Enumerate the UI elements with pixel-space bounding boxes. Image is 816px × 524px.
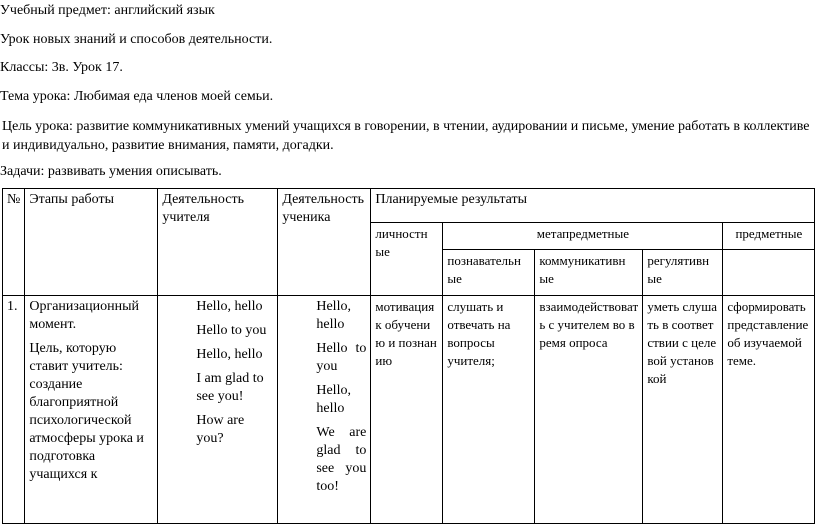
header-cognitive: познавательн ые <box>443 250 535 296</box>
lesson-plan-table <box>2 188 815 524</box>
student-line: Hello, hello <box>316 299 351 332</box>
row-stage <box>25 296 158 524</box>
table-row <box>3 296 815 524</box>
header-communicative: коммуникативн ые <box>535 250 643 296</box>
topic-line: Тема урока: Любимая еда членов моей семьи. <box>0 89 274 104</box>
header-personal: личностн ые <box>371 223 443 296</box>
header-subject-empty <box>723 250 815 296</box>
header-meta: метапредметные <box>443 223 723 250</box>
teacher-line: Hello, hello <box>196 347 263 362</box>
header-planned-results: Планируемые результаты <box>371 189 815 223</box>
subject-line: Учебный предмет: английский язык <box>0 3 215 18</box>
student-line: Hello to you <box>316 341 367 374</box>
teacher-line: How are you? <box>196 413 245 446</box>
stage-title: Организационный момент. <box>29 299 140 332</box>
row-cognitive: слушать и отвечать на вопросы учителя; <box>443 296 535 524</box>
header-regulatory: регулятивн ые <box>643 250 723 296</box>
row-num: 1. <box>3 296 25 524</box>
row-communicative: взаимодействовать с учителем во время опроса <box>535 296 643 524</box>
header-student: Деятельность ученика <box>278 189 371 296</box>
row-subject: сформировать представление об изучаемой теме. <box>723 296 815 524</box>
tasks-line: Задачи: развивать умения описывать. <box>0 164 222 179</box>
teacher-line: Hello, hello <box>196 299 263 314</box>
header-num: № <box>3 189 25 296</box>
goal-paragraph: Цель урока: развитие коммуникативных умений учащихся в говорении, в чтении, аудировании и письме, умение работать в коллективе и индивидуально, развитие внимания, памяти, догадки. <box>2 119 810 153</box>
stage-goal: Цель, которую ставит учитель: создание благоприятной психологической атмосферы урока и подготовка учащихся к <box>29 341 144 482</box>
lesson-type-line: Урок новых знаний и способов деятельности. <box>0 32 273 47</box>
header-subject: предметные <box>723 223 815 250</box>
teacher-line: Hello to you <box>196 323 267 338</box>
header-stages: Этапы работы <box>25 189 158 296</box>
student-line: We are glad to see you too! <box>316 425 367 494</box>
row-personal: мотивация к обучению и познанию <box>371 296 443 524</box>
student-line: Hello, hello <box>316 383 351 416</box>
teacher-line: I am glad to see you! <box>196 371 264 404</box>
header-teacher: Деятельность учителя <box>158 189 278 296</box>
row-regulatory: уметь слушать в соответствии с целевой установкой <box>643 296 723 524</box>
row-student <box>278 296 371 524</box>
class-line: Классы: 3в. Урок 17. <box>0 60 123 75</box>
row-teacher <box>158 296 278 524</box>
